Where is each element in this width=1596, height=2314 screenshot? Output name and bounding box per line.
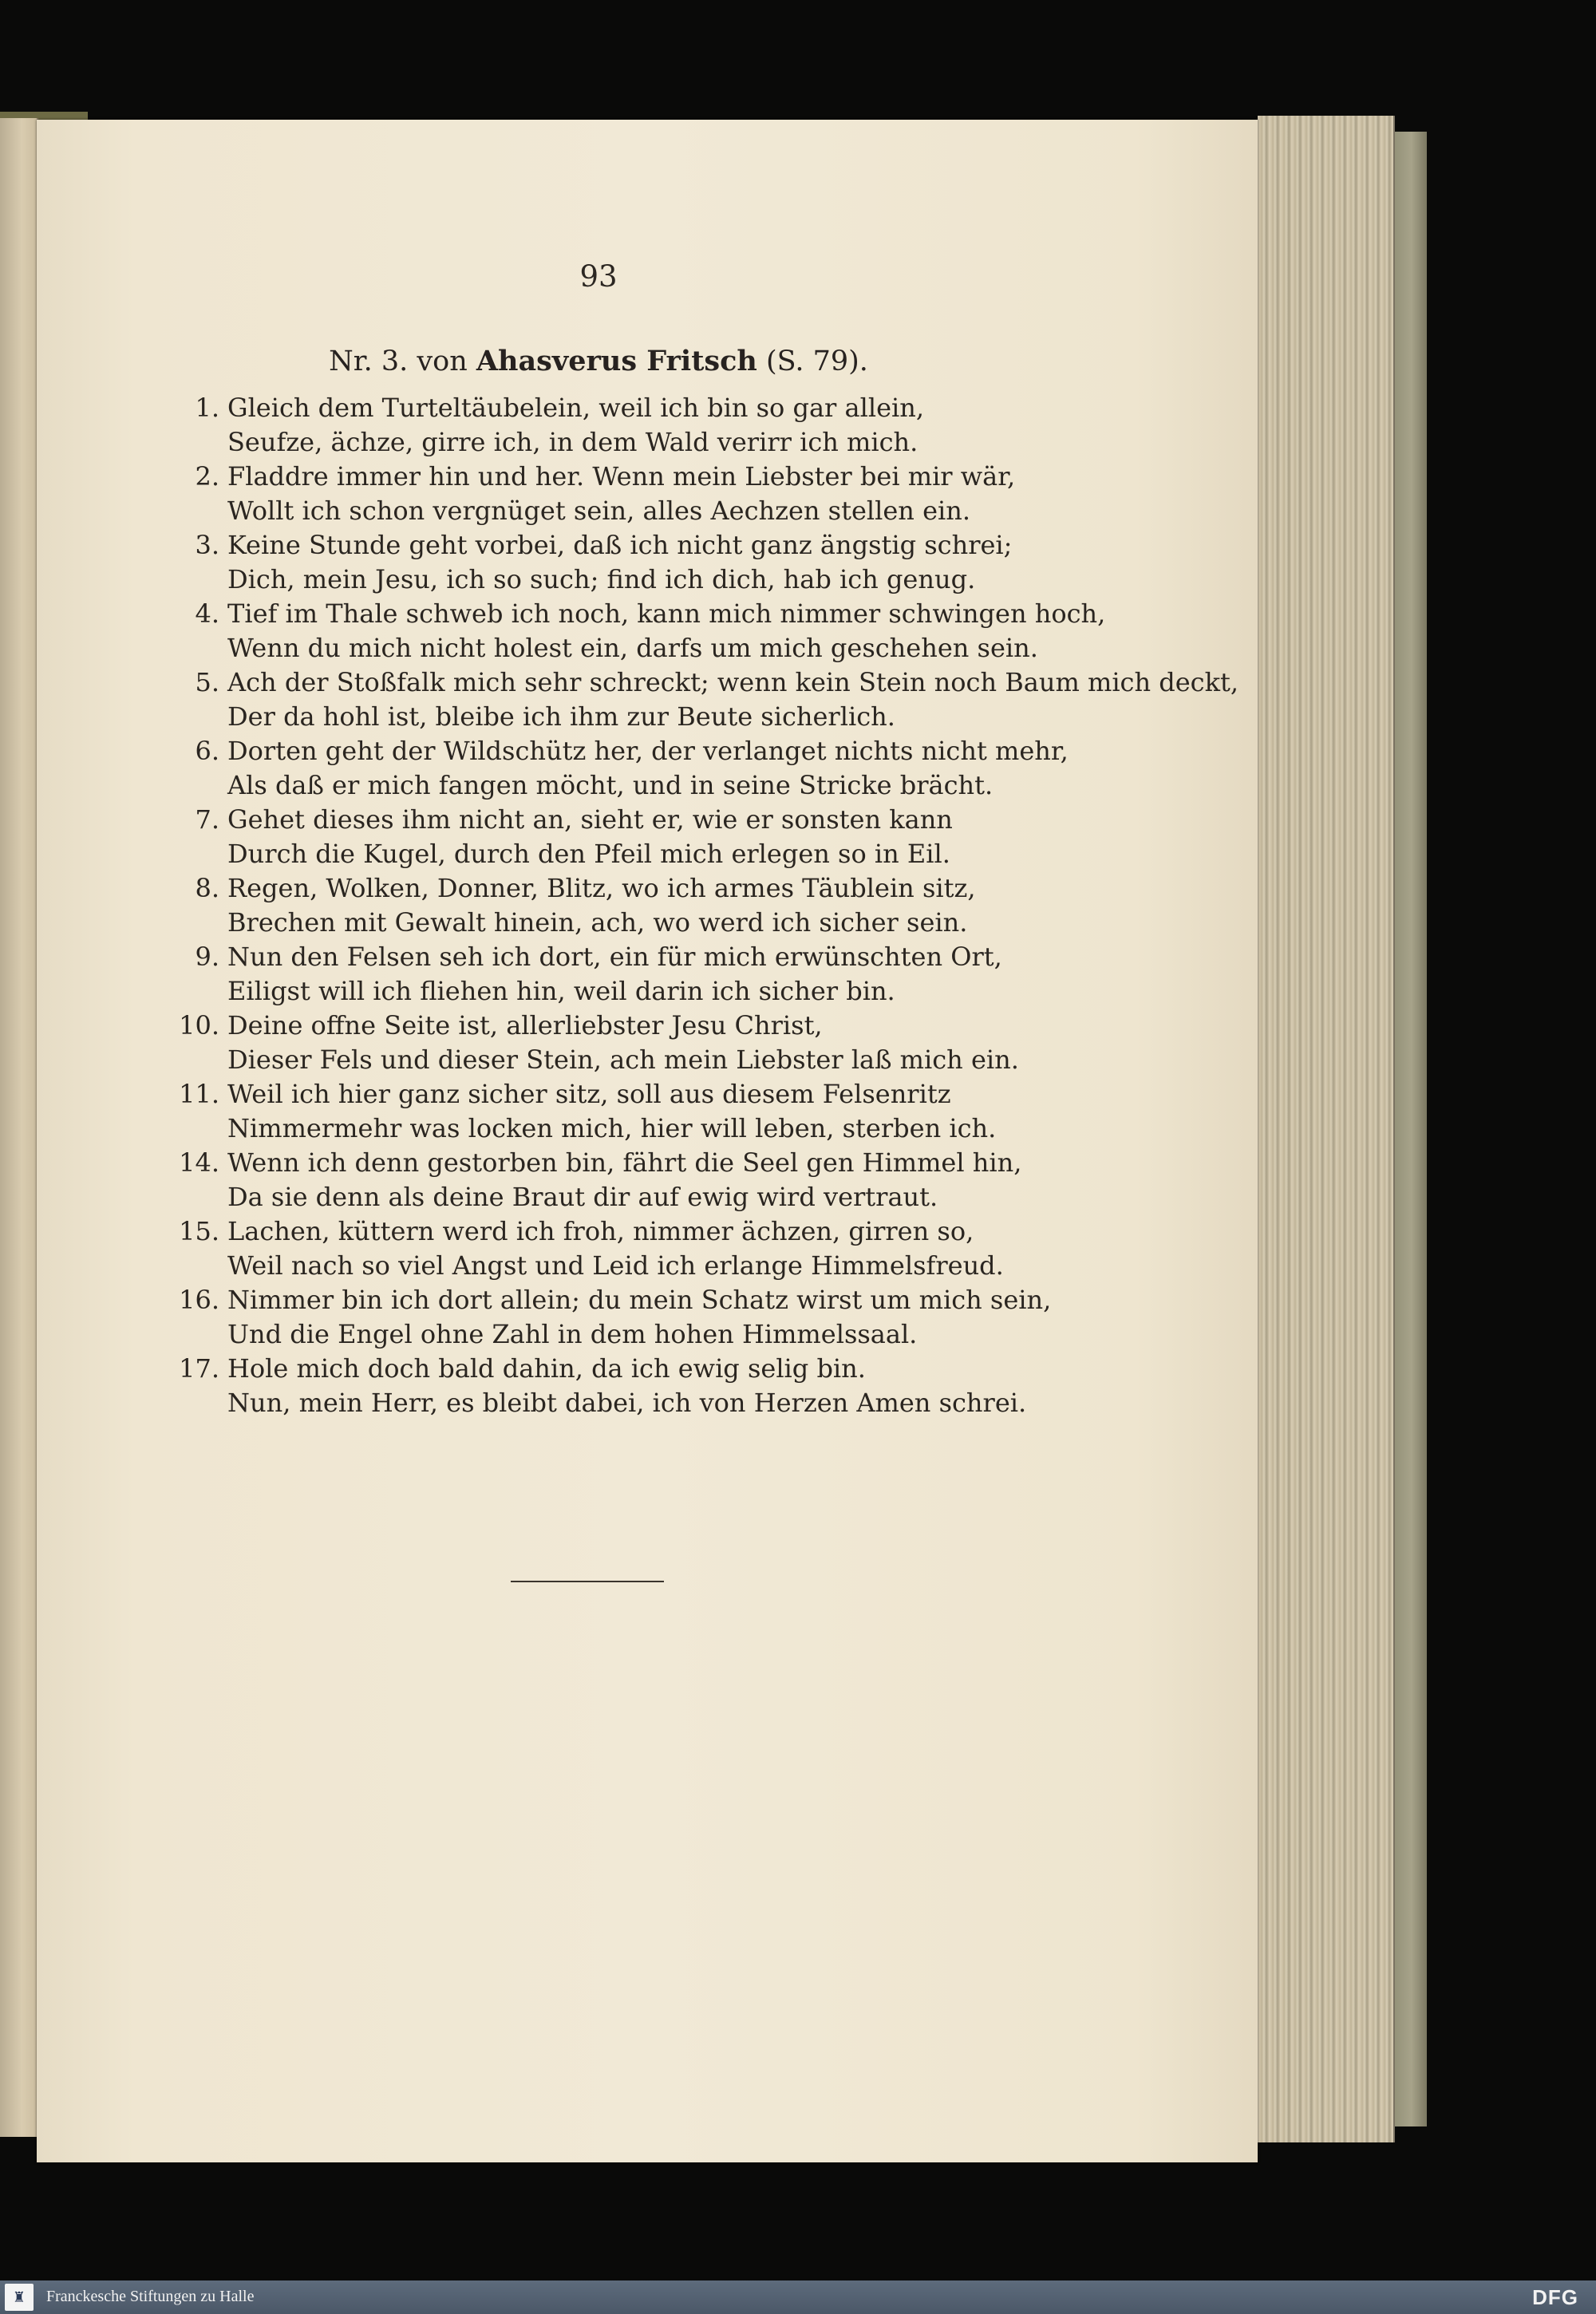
stanza-line-1: Keine Stunde geht vorbei, daß ich nicht ganz ängstig schrei; [227, 530, 1013, 560]
stanza-line-1: Weil ich hier ganz sicher sitz, soll aus diesem Felsenritz [227, 1079, 951, 1109]
poem-stanza [164, 804, 1057, 873]
viewer-footer-bar [0, 2280, 1596, 2314]
poem-stanza [164, 942, 1057, 1010]
poem-stanza [164, 1010, 1057, 1079]
poem-body [164, 393, 1239, 1422]
stanza-number: 11. [179, 1079, 219, 1109]
stanza-line-1: Hole mich doch bald dahin, da ich ewig selig bin. [227, 1353, 866, 1384]
stanza-number: 9. [195, 942, 219, 972]
poem-stanza [164, 736, 1069, 804]
poem-stanza [164, 1216, 1057, 1285]
footer-institution[interactable]: Franckesche Stiftungen zu Halle [46, 2288, 255, 2305]
stanza-line-1: Gehet dieses ihm nicht an, sieht er, wie er sonsten kann [227, 804, 953, 835]
stanza-line-1: Deine offne Seite ist, allerliebster Jesu Christ, [227, 1010, 823, 1041]
stanza-line-1: Nun den Felsen seh ich dort, ein für mich erwünschten Ort, [227, 942, 1002, 972]
stanza-number: 6. [195, 736, 219, 766]
poem-stanza [164, 393, 1057, 461]
footer-dfg-logo[interactable]: DFG [1532, 2285, 1578, 2309]
stanza-line-2: Durch die Kugel, durch den Pfeil mich erlegen so in Eil. [227, 839, 950, 869]
stanza-line-2: Dieser Fels und dieser Stein, ach mein Liebster laß mich ein. [227, 1044, 1019, 1075]
stanza-line-1: Nimmer bin ich dort allein; du mein Schatz wirst um mich sein, [227, 1285, 1052, 1315]
stanza-number: 8. [195, 873, 219, 903]
poem-stanza [164, 598, 1106, 667]
page-stack-edge [1258, 116, 1395, 2142]
stanza-number: 7. [195, 804, 219, 835]
stanza-number: 15. [179, 1216, 219, 1246]
stanza-number: 10. [179, 1010, 219, 1041]
stanza-line-1: Dorten geht der Wildschütz her, der verlanget nichts nicht mehr, [227, 736, 1069, 766]
stanza-line-2: Brechen mit Gewalt hinein, ach, wo werd ich sicher sein. [227, 907, 968, 938]
stanza-line-2: Seufze, ächze, girre ich, in dem Wald verirr ich mich. [227, 427, 918, 457]
heading-reference: (S. 79). [765, 346, 868, 377]
page-number: 93 [579, 259, 618, 294]
stanza-line-2: Und die Engel ohne Zahl in dem hohen Himmelssaal. [227, 1319, 918, 1349]
heading-prefix: Nr. 3. von [329, 346, 468, 377]
stanza-line-2: Da sie denn als deine Braut dir auf ewig wird vertraut. [227, 1182, 938, 1212]
stanza-line-1: Tief im Thale schweb ich noch, kann mich nimmer schwingen hoch, [227, 598, 1106, 629]
poem-stanza [164, 530, 1057, 598]
poem-heading [287, 345, 910, 377]
stanza-line-1: Fladdre immer hin und her. Wenn mein Liebster bei mir wär, [227, 461, 1016, 492]
poem-stanza [164, 1079, 1057, 1147]
stanza-line-1: Ach der Stoßfalk mich sehr schreckt; wenn kein Stein noch Baum mich deckt, [227, 667, 1239, 697]
stanza-line-1: Wenn ich denn gestorben bin, fährt die Seel gen Himmel hin, [227, 1147, 1022, 1178]
heading-author: Ahasverus Fritsch [476, 345, 757, 377]
stanza-line-2: Nimmermehr was locken mich, hier will leben, sterben ich. [227, 1113, 997, 1143]
poem-stanza [164, 1285, 1057, 1353]
stanza-number: 1. [195, 393, 219, 423]
poem-stanza [164, 461, 1057, 530]
stanza-number: 16. [179, 1285, 219, 1315]
stanza-line-1: Regen, Wolken, Donner, Blitz, wo ich armes Täublein sitz, [227, 873, 976, 903]
stanza-number: 5. [195, 667, 219, 697]
stanza-line-1: Gleich dem Turteltäubelein, weil ich bin so gar allein, [227, 393, 925, 423]
stanza-number: 3. [195, 530, 219, 560]
stanza-line-2: Der da hohl ist, bleibe ich ihm zur Beute sicherlich. [227, 701, 895, 732]
stanza-line-2: Dich, mein Jesu, ich so such; find ich dich, hab ich genug. [227, 564, 976, 594]
stanza-line-2: Weil nach so viel Angst und Leid ich erlange Himmelsfreud. [227, 1250, 1004, 1281]
stanza-line-1: Lachen, küttern werd ich froh, nimmer ächzen, girren so, [227, 1216, 974, 1246]
end-rule [511, 1581, 664, 1582]
poem-stanza [164, 667, 1239, 736]
poem-stanza [164, 1147, 1057, 1216]
stanza-line-2: Als daß er mich fangen möcht, und in seine Stricke brächt. [227, 770, 994, 800]
stanza-number: 2. [195, 461, 219, 492]
stanza-line-2: Eiligst will ich fliehen hin, weil darin ich sicher bin. [227, 976, 895, 1006]
poem-stanza [164, 873, 1057, 942]
stanza-line-2: Wollt ich schon vergnüget sein, alles Aechzen stellen ein. [227, 496, 971, 526]
left-page-edge [0, 118, 38, 2137]
stanza-line-2: Nun, mein Herr, es bleibt dabei, ich von Herzen Amen schrei. [227, 1388, 1027, 1418]
institution-logo-icon[interactable]: ♜ [5, 2284, 34, 2311]
stanza-number: 4. [195, 598, 219, 629]
poem-stanza [164, 1353, 1057, 1422]
stanza-line-2: Wenn du mich nicht holest ein, darfs um mich geschehen sein. [227, 633, 1038, 663]
stanza-number: 14. [179, 1147, 219, 1178]
stanza-number: 17. [179, 1353, 219, 1384]
